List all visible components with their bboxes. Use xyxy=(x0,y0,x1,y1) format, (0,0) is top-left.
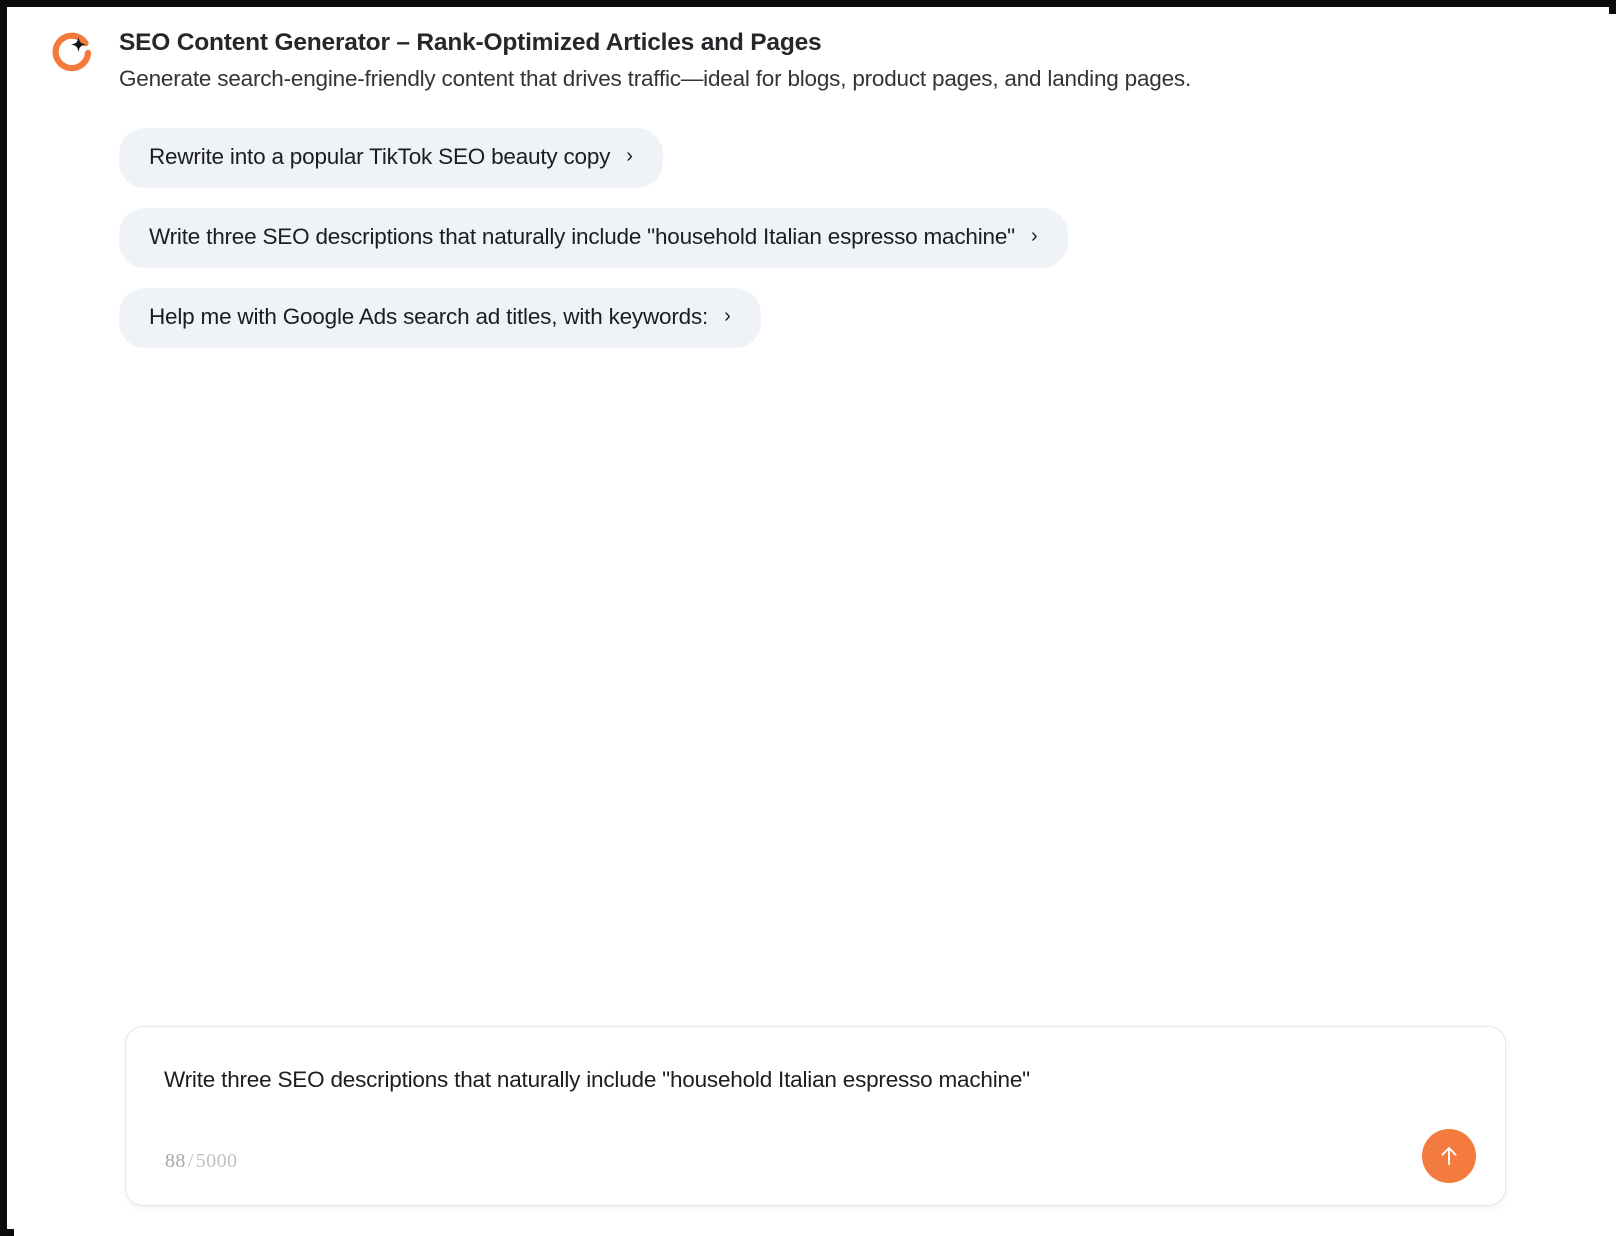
message-composer[interactable] xyxy=(125,1026,1506,1206)
header-text-block xyxy=(119,28,1586,94)
character-count-separator: / xyxy=(187,1150,194,1172)
message-input[interactable]: Write three SEO descriptions that naturally include "household Italian espresso machine" xyxy=(164,1067,1030,1092)
suggestion-chip-label: Rewrite into a popular TikTok SEO beauty copy xyxy=(149,144,611,169)
suggestion-chip-label: Help me with Google Ads search ad titles, with keywords: xyxy=(149,304,709,329)
page-subtitle: Generate search-engine-friendly content that drives traffic—ideal for blogs, product pages, and landing pages. xyxy=(119,66,1191,91)
suggestion-chip-1[interactable] xyxy=(119,128,663,188)
send-button[interactable] xyxy=(1422,1129,1476,1183)
chevron-right-icon: › xyxy=(724,305,731,327)
suggestion-chip-2[interactable] xyxy=(119,208,1068,268)
chevron-right-icon: › xyxy=(626,145,633,167)
page-title: SEO Content Generator – Rank-Optimized Articles and Pages xyxy=(119,29,822,56)
arrow-up-icon xyxy=(1436,1143,1462,1169)
suggestion-chip-label: Write three SEO descriptions that naturally include "household Italian espresso machine" xyxy=(149,224,1015,249)
character-counter xyxy=(165,1150,237,1173)
character-count-current: 88 xyxy=(165,1150,186,1172)
suggestion-chip-3[interactable] xyxy=(119,288,761,348)
suggestion-chip-list xyxy=(119,128,1068,348)
character-count-max: 5000 xyxy=(195,1150,238,1172)
chevron-right-icon: › xyxy=(1030,225,1038,247)
sparkle-ring-icon xyxy=(47,29,93,75)
app-page xyxy=(14,14,1616,1236)
